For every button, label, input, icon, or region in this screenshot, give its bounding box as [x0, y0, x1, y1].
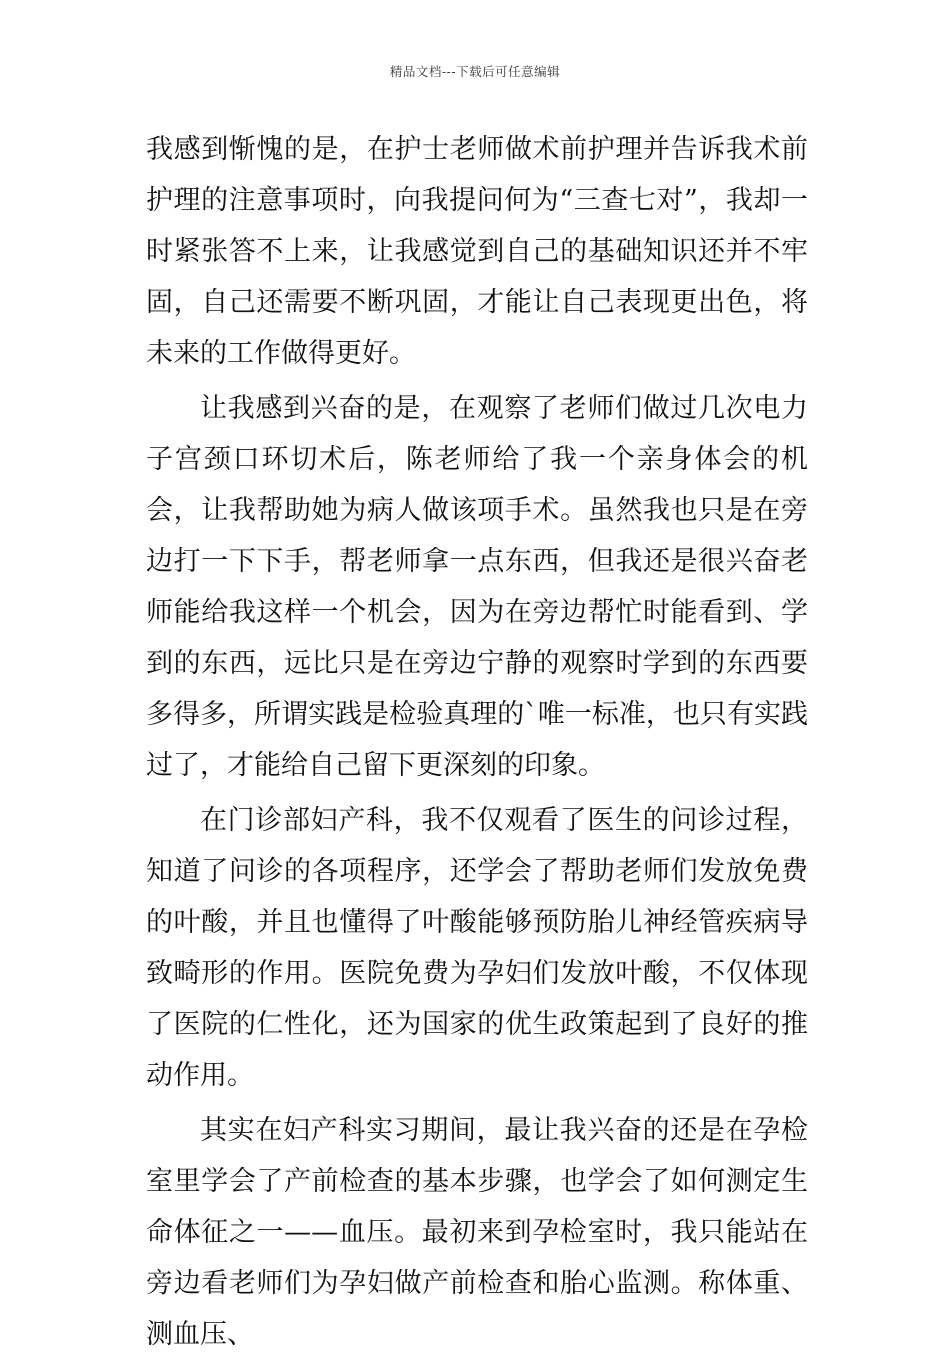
paragraph-4: 其实在妇产科实习期间，最让我兴奋的还是在孕检室里学会了产前检查的基本步骤，也学会了如何测定生命体征之一——血压。最初来到孕检室时，我只能站在旁边看老师们为孕妇做产前检查和胎心监测。称体重、测血压、 — [146, 1115, 808, 1350]
paragraph-2: 让我感到兴奋的是，在观察了老师们做过几次电力子宫颈口环切术后，陈老师给了我一个亲身体会的机会，让我帮助她为病人做该项手术。虽然我也只是在旁边打一下下手，帮老师拿一点东西，但我还是很兴奋老师能给我这样一个机会，因为在旁边帮忙时能看到、学到的东西，远比只是在旁边宁静的观察时学到的东西要多得多，所谓实践是检验真理的`唯一标准，也只有实践过了，才能给自己留下更深刻的印象。 — [146, 393, 808, 781]
document-body — [146, 124, 808, 1360]
paragraph-1: 我感到惭愧的是，在护士老师做术前护理并告诉我术前护理的注意事项时，向我提问何为“三查七对”，我却一时紧张答不上来，让我感觉到自己的基础知识还并不牢固，自己还需要不断巩固，才能让自己表现更出色，将未来的工作做得更好。 — [146, 134, 808, 369]
page-header: 精品文档---下载后可任意编辑 — [389, 64, 561, 79]
paragraph-3: 在门诊部妇产科，我不仅观看了医生的问诊过程，知道了问诊的各项程序，还学会了帮助老师们发放免费的叶酸，并且也懂得了叶酸能够预防胎儿神经管疾病导致畸形的作用。医院免费为孕妇们发放叶酸，不仅体现了医院的仁性化，还为国家的优生政策起到了良好的推动作用。 — [146, 805, 808, 1091]
